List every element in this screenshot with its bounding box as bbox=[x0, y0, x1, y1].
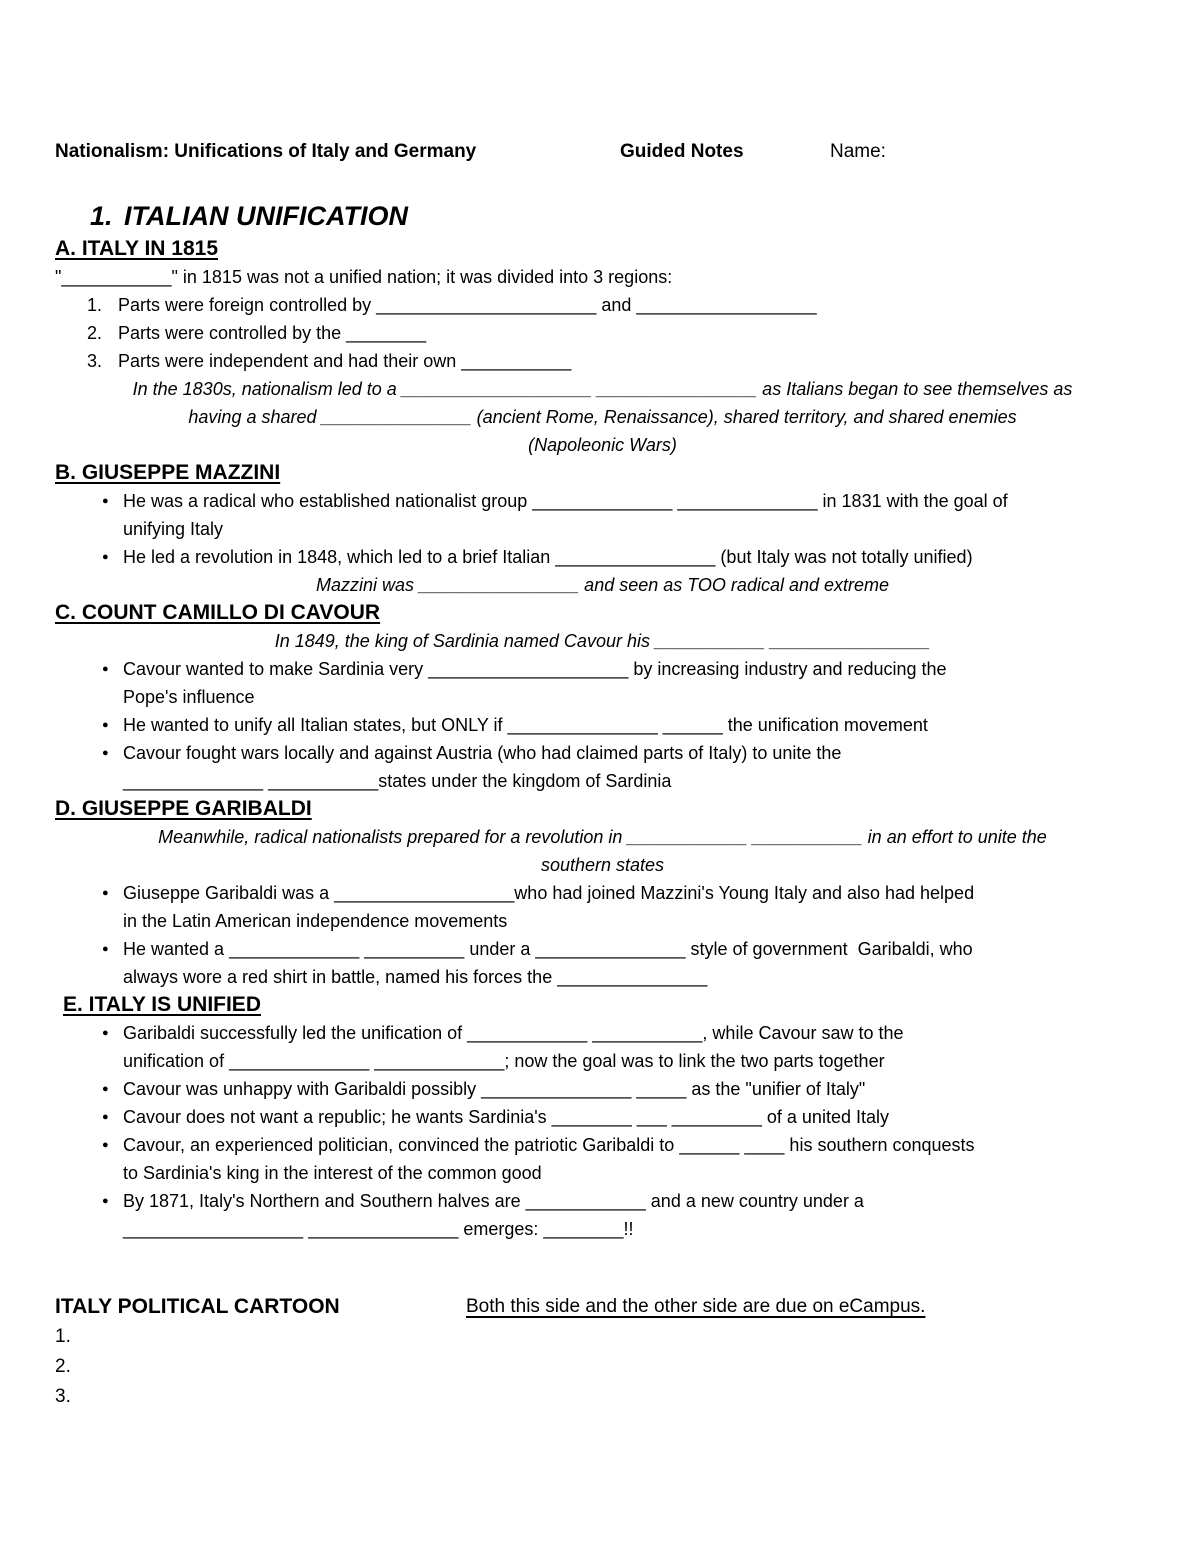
bullet-item-line: ______________ ___________states under the kingdom of Sardinia bbox=[123, 771, 672, 791]
list-number: 3. bbox=[87, 351, 103, 371]
cartoon-answer-item bbox=[55, 1322, 1150, 1352]
bullet-item bbox=[55, 1103, 1150, 1131]
bullet-item-line: always wore a red shirt in battle, named his forces the _______________ bbox=[123, 967, 708, 987]
bullet-item-line: He wanted a _____________ __________ under a _______________ style of government Garibaldi, who bbox=[123, 939, 973, 959]
cartoon-answer-item bbox=[55, 1382, 1150, 1412]
bullet-item-line: He led a revolution in 1848, which led to a brief Italian ________________ (but Italy was not totally unified) bbox=[123, 547, 973, 567]
bullet-item bbox=[55, 1131, 1150, 1187]
bullet-item bbox=[55, 543, 1150, 571]
bullet-icon: ● bbox=[102, 495, 109, 507]
italic-note-line: having a shared _______________ (ancient Rome, Renaissance), shared territory, and shared enemies bbox=[188, 407, 1017, 427]
paragraph-line: "___________" in 1815 was not a unified nation; it was divided into 3 regions: bbox=[55, 267, 673, 287]
bullet-item bbox=[55, 739, 1150, 795]
section-heading: C. COUNT CAMILLO DI CAVOUR bbox=[55, 601, 381, 624]
bullet-item-line: __________________ _______________ emerges: ________!! bbox=[123, 1219, 634, 1239]
bullet-item bbox=[55, 487, 1150, 543]
bullet-item bbox=[55, 655, 1150, 711]
bullet-text bbox=[123, 935, 1150, 991]
numbered-text bbox=[118, 291, 1150, 319]
italic-note-line: In 1849, the king of Sardinia named Cavour his ___________ ________________ bbox=[274, 631, 931, 651]
numbered-item bbox=[55, 291, 1150, 319]
bullet-icon: ● bbox=[102, 943, 109, 955]
italic-note bbox=[55, 627, 1150, 655]
bullet-icon: ● bbox=[102, 747, 109, 759]
numbered-item-line: Parts were controlled by the ________ bbox=[118, 323, 427, 343]
list-number: 2. bbox=[87, 323, 103, 343]
italic-note-line: Mazzini was ________________ and seen as TOO radical and extreme bbox=[315, 575, 890, 595]
section-heading: B. GIUSEPPE MAZZINI bbox=[55, 461, 281, 484]
bullet-item-line: Giuseppe Garibaldi was a __________________who had joined Mazzini's Young Italy and also had helped bbox=[123, 883, 975, 903]
bullet-icon: ● bbox=[102, 1027, 109, 1039]
section-heading: D. GIUSEPPE GARIBALDI bbox=[55, 797, 312, 820]
numbered-item-line: Parts were independent and had their own ___________ bbox=[118, 351, 572, 371]
bullet-item bbox=[55, 879, 1150, 935]
bullet-icon: ● bbox=[102, 1083, 109, 1095]
italic-note bbox=[55, 375, 1150, 459]
bullet-text bbox=[123, 879, 1150, 935]
section-title-number: 1. bbox=[90, 201, 113, 231]
bullet-item-line: unifying Italy bbox=[123, 519, 224, 539]
numbered-text bbox=[118, 347, 1150, 375]
bullet-item bbox=[55, 1019, 1150, 1075]
italic-note-line: In the 1830s, nationalism led to a ___________________ ________________ as Italians began to see themselves as bbox=[132, 379, 1073, 399]
paragraph bbox=[55, 263, 1150, 291]
cartoon-heading: ITALY POLITICAL CARTOON bbox=[55, 1295, 340, 1318]
bullet-icon: ● bbox=[102, 663, 109, 675]
bullet-item bbox=[55, 711, 1150, 739]
numbered-item bbox=[55, 319, 1150, 347]
numbered-text bbox=[118, 319, 1150, 347]
italic-note bbox=[55, 571, 1150, 599]
numbered-item bbox=[55, 347, 1150, 375]
cartoon-answer-line: 1. bbox=[55, 1326, 71, 1347]
section-title-text: ITALIAN UNIFICATION bbox=[124, 201, 408, 231]
numbered-item-line: Parts were foreign controlled by ______________________ and __________________ bbox=[118, 295, 817, 315]
bullet-text bbox=[123, 1187, 1150, 1243]
bullet-icon: ● bbox=[102, 1195, 109, 1207]
name-label: Name: bbox=[830, 141, 886, 162]
cartoon-answer-line: 3. bbox=[55, 1386, 71, 1407]
italic-note-line: Meanwhile, radical nationalists prepared for a revolution in ____________ ___________ in an effort to unite the bbox=[158, 827, 1047, 847]
bullet-text bbox=[123, 711, 1150, 739]
bullet-text bbox=[123, 1131, 1150, 1187]
bullet-item-line: Cavour does not want a republic; he wants Sardinia's ________ ___ _________ of a united Italy bbox=[123, 1107, 889, 1127]
bullet-item bbox=[55, 1075, 1150, 1103]
bullet-item-line: He was a radical who established nationalist group ______________ ______________ in 1831 with the goal of bbox=[123, 491, 1008, 511]
bullet-item-line: unification of ______________ _____________; now the goal was to link the two parts together bbox=[123, 1051, 885, 1071]
bullet-icon: ● bbox=[102, 887, 109, 899]
bullet-icon: ● bbox=[102, 1111, 109, 1123]
bullet-icon: ● bbox=[102, 1139, 109, 1151]
bullet-item-line: in the Latin American independence movements bbox=[123, 911, 508, 931]
bullet-item-line: Garibaldi successfully led the unification of ____________ ___________, while Cavour saw to the bbox=[123, 1023, 904, 1043]
bullet-item-line: Cavour was unhappy with Garibaldi possibly _______________ _____ as the "unifier of Italy" bbox=[123, 1079, 866, 1099]
bullet-item-line: By 1871, Italy's Northern and Southern halves are ____________ and a new country under a bbox=[123, 1191, 864, 1211]
bullet-item bbox=[55, 1187, 1150, 1243]
bullet-item-line: Pope's influence bbox=[123, 687, 255, 707]
bullet-item-line: Cavour fought wars locally and against Austria (who had claimed parts of Italy) to unite the bbox=[123, 743, 842, 763]
bullet-icon: ● bbox=[102, 719, 109, 731]
bullet-text bbox=[123, 1075, 1150, 1103]
bullet-icon: ● bbox=[102, 551, 109, 563]
italic-note bbox=[55, 823, 1150, 879]
doc-header bbox=[55, 140, 1150, 166]
bullet-text bbox=[123, 487, 1150, 543]
cartoon-answer-line: 2. bbox=[55, 1356, 71, 1377]
doc-type-label: Guided Notes bbox=[620, 141, 744, 162]
doc-body bbox=[55, 199, 1150, 1412]
bullet-item bbox=[55, 935, 1150, 991]
bullet-text bbox=[123, 739, 1150, 795]
bullet-text bbox=[123, 655, 1150, 711]
bullet-item-line: He wanted to unify all Italian states, but ONLY if _______________ ______ the unification movement bbox=[123, 715, 928, 735]
bullet-item-line: to Sardinia's king in the interest of the common good bbox=[123, 1163, 542, 1183]
cartoon-answer-item bbox=[55, 1352, 1150, 1382]
bullet-item-line: Cavour, an experienced politician, convinced the patriotic Garibaldi to ______ ____ his southern conquests bbox=[123, 1135, 975, 1155]
bullet-item-line: Cavour wanted to make Sardinia very ____________________ by increasing industry and reducing the bbox=[123, 659, 947, 679]
ecampus-due-note: Both this side and the other side are due on eCampus. bbox=[466, 1296, 926, 1317]
italic-note-line: southern states bbox=[540, 855, 665, 875]
italic-note-line: (Napoleonic Wars) bbox=[528, 435, 677, 455]
bullet-text bbox=[123, 1103, 1150, 1131]
section-heading: E. ITALY IS UNIFIED bbox=[63, 993, 261, 1016]
course-title: Nationalism: Unifications of Italy and Germany bbox=[55, 141, 477, 162]
bullet-text bbox=[123, 1019, 1150, 1075]
cartoon-section-row bbox=[55, 1292, 1150, 1322]
section-heading: A. ITALY IN 1815 bbox=[55, 237, 219, 260]
section-title bbox=[55, 199, 1150, 233]
bullet-text bbox=[123, 543, 1150, 571]
list-number: 1. bbox=[87, 295, 103, 315]
